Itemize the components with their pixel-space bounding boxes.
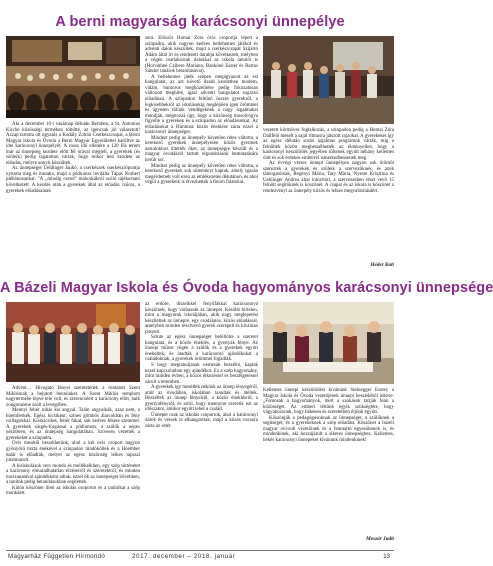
article1-col2-paragraph: sora. Először Homai Zóra óvis csoportja lépett a színpadra, akik nagyon kedves betlehemes játékot és adventi dalok készültek, majd a cserkészcsapat Szijártó Ádám által írt és rendezett darabja következett, melyben a végén csatlakoztak dalukkal az iskola tanulói is (Horváthné Czibere Mariann, Bankóné Eszter és Bartus Sándor tanárok betanításával).	[145, 36, 258, 75]
stage-performance-photo	[263, 36, 394, 124]
article1-col2-paragraph: Mindezt pedig az ünnepély követően rétes váltotta, a kerekező gyerekek ünnepélyesen közös gyermek asztalokhoz ültették őket, az ünnepségre készült és a magyar óvodákról tartott elgondolások bemutatására került sor.	[145, 135, 258, 164]
article2-col2-paragraph: S hogy megtanuljanak nemesak beszélni, kaptak ezzel kapcsolatban egy ajándékot. Ez a szép hagyomány, mint minden évben, a közös étkezéssel és beszélgetéssel zárult a teremben.	[145, 363, 258, 385]
article2-author: Meszár Judit	[366, 536, 394, 542]
article1-col2-paragraph: A betlehemes játék szépen megágyazott az est hangulatát, az azt követő darab kezdetben modern, vidám, humoros megközelítése pedig fokozatosan változott meghitté, igazi adventi hangulatot sugárzó előadássá. A színpadon feltűnő összes gyerekről, a legkisebbekről az iskolásokig meglepően igen örömmel és ügyesen tőlünk vendégeknek a nagy izgalmakat mondják, méghozzá úgy, hogy a közönség mosolyogva figyelte a gyerekek és a színpadon az előadásunkat. Az előadásokat a Himnusz közös éneklése zárta ezzel a karácsonyi ünnepséget.	[145, 74, 258, 136]
concert-hall-photo	[6, 36, 140, 118]
article2-col2-paragraph: az erdőre, díszeikkel fenyőfákkal karácsonnyá készülnek, hogy várhassák az ünnepet. Később hirtelen, mint a magyarok iskolájában, akik nagy meglepetést készítettek az ünnepre, egy csodálatos, közös előadással, amelyben minden résztvevő gyerek szerepelt és kiválóan játszott.	[145, 302, 258, 335]
article2-col3-paragraph: Kellemes ünnepi készülődést kívánunk Steinegger Eszter, a Magyar Iskola és Óvoda vezetőjének ünnepi beszédéből idézve: „Fontosak a hagyományok, mert a szokások tartják fenn a közösséget. Az emberi léttünk egyik szükséglete, hogy vágyakozzunk, hogy békésen és szeretetben éljünk együtt.	[263, 388, 394, 416]
article2-column-2	[145, 302, 258, 546]
article2-col1-paragraph: Mennyi fehér ruhás kis angyal. Talán angyalkák, azaz nem, a hóemberkék. Egész kicsiként, színes gömbös álarcokban és fény csillagokkal. Kisskicsiket, fehér fákat, sok kedves fekete szemmel. A gyerekek sürgés-forgással a pódiumon, a szülők a népes nézőtéren, és az ünnepség hangulatában. Szívesen vezették a gyerekeket a színpadra.	[6, 408, 140, 441]
article1-column-1	[6, 122, 140, 270]
article1-column-2	[145, 36, 258, 270]
footer-magazine-name: Magyarház Független Hírmondó	[8, 553, 106, 560]
footer-issue-date: 2017. december – 2018. január	[132, 553, 236, 560]
article1-col1-paragraph: Az ünnepséget Uehlinger Jankó, a cserkészek cserkészrőpontja nyitotta meg és mutatta, majd a pódiumra invitálta Tápas Norbert plébánosunkat. "A „mindig csend" mabcskákról szóló tájékoztató következett. A kezdés után a gyerekek által az előadás csúcsa, a gyerekek előadásainak	[6, 166, 140, 194]
article2-col3-paragraph: Köszönjük a pedagógusoknak az ünnepséget, a szülőknek a segítséget, és a gyerekeknek a szép előadást. Köszönet a bázeli magyar ovi-suli vezetőinek és a fenntartó egyesületnek is, és mindenkinek, aki hozzájárult a sikeres ünnepséghez. Kellemes, békés karácsonyi ünnepeket kívánunk mindenkinek!	[263, 415, 394, 443]
article1-col1-paragraph: Aki a december 10-i vasárnap délután Bernben, a St. Antonius Kirche közösségi termében töltötte, az igencsak jól választott! Azzap tartotta ott ugyanis a Kodály Zoltán Cserkészcsapat, a Berni Magyar Iskola és Óvoda a Berni Magyar Egyesülettel karöltve az idei karácsonyi ünnepélyét. A rossz idő ellenére a 120 fős terem már az ünnepség kezdete előtt fél órával megtelt, a gyerekek (és szüleik) pedig izgatottan vártak, hogy mikor lesz kezdete az előadás, melyre annyit készültek.	[6, 122, 140, 166]
children-performance-photo	[263, 302, 394, 384]
article2-col1-paragraph: Külön köszönet illeti az iskolás csoportot és a tanítókat a szép munkáért.	[6, 485, 140, 497]
footer-page-number: 13	[383, 553, 390, 560]
article2-col1-paragraph: A kisiskolások vers mondó és mellékeikben, egy szép történetet a karácsony elmaradhatatlan érzéseiről és szeretetéről, és minden mozzanatával ajándékként adtak, ezzel ők az ünnepséget bővebben, a tanítók pedig betanításukban segítettek.	[6, 463, 140, 486]
article1-col3-paragraph: vezetett körmöves foglalkozás, a színpadon pedig a Homai Zóra Dallfeló mesélt a saját ritmusra játszott rajzokat. A gyerekeket így az egész délután során izgalmas programok várták, míg a felnőttek között megbeszélhették az élményeiket, hogy a karácsonyi készülődés jegyében töltenek együtt néhány kellemes órát és sok érdekes emberrel ismerkedhessenek meg.	[263, 128, 394, 161]
article2-column-3	[263, 388, 394, 528]
footer-rule	[6, 550, 394, 551]
page-footer	[0, 550, 400, 566]
article2-title: A Bázeli Magyar Iskola és Óvoda hagyományos karácsonyi ünnepsége	[0, 280, 493, 296]
article1-author: Héder Kati	[370, 262, 394, 268]
article2-col1-paragraph: Advent… Hivogató fényei szeretetének a rontatott Szent Miklósnak a bejutott bennünket. A Szent Miklós templom nagytermébe lépve tele volt, és szerencséért a karácsony előtt, halk zongorazene szólt a levegőben.	[6, 386, 140, 408]
article2-column-1	[6, 386, 140, 546]
article2-col2-paragraph: Szinte az egész ünnepséget betöltötte a szeretet hangulata, és a közös éneklés, a gyertyák fénye. Az ünnepi műsor végén a szülők és a gyerekek együtt énekeltek, és átadták a karácsonyi ajándékokat a családoknak, a gyerekek örömmel fogadták.	[145, 335, 258, 363]
article1-col3-paragraph: Az évvégi verses ünnepi ünnepélyen nagyon sok örömöt szereztek a gyerekek és szüleik a szervezőknek, és azok támogatóinak, Regényi Mária, Tary Mária, Nyeste Krisztina és Uehlinger Andrea által irányított, a szervezésben részt vevő 15 felnőtt segítőknek is köszönet. A csapat és az iskola is köszönet a rendezvényt az ünnepély közös és lelkes megvalósításáért.	[263, 161, 394, 195]
article2-col1-paragraph: Ovis mesétől beszélhetünk, ahol a két ovis csoport nagyon gyönyörű tiszta énekével a színpadon tündököltek és a Hóember dalát is előadták, melyet az egész közönség lelkes tapssal jutalmazott.	[6, 441, 140, 464]
article2-col2-paragraph: Ünnepet csak az iskolás csoportok, ahol a karácsonyi dalok és versek is elhangzottak, majd a közös vacsora zárta az estét.	[145, 412, 258, 430]
children-choir-photo	[6, 302, 140, 382]
article1-col2-paragraph: Mindezt pedig az ünnepély követően rétes váltotta, a kerekező gyerekek sok süteményt kaptak, amely igazán megérdemelt volt ezen az emlékezetes délutánon, és ahol végül a gyerekeik is élvezhették a finom falatokat.	[145, 163, 258, 186]
article1-column-3	[263, 128, 394, 262]
article1-title: A berni magyarság karácsonyi ünnepélye	[55, 14, 345, 30]
article2-col2-paragraph: A gyerekek így meséltek nekünk az ünnep lényegéről, amit az óvodában, iskolában tanultak és átéltek. Beszéltek az ünnep fényeiről, a közös éneklésről, a gyertyafényről, és arról, hogy mennyire szeretik ezt az időszakot, amikor együtt lehet a család.	[145, 385, 258, 413]
